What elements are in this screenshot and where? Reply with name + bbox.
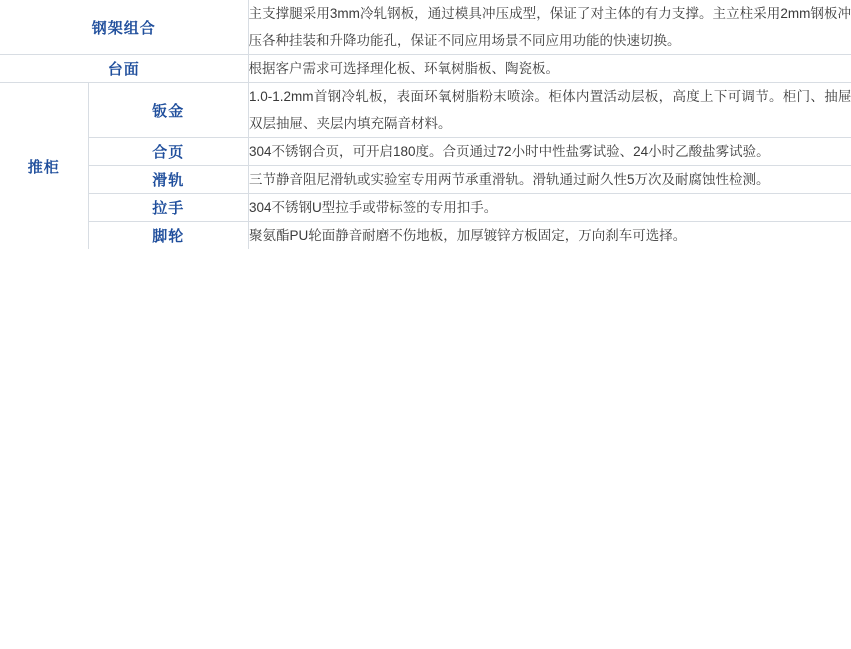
subcategory-label: 脚轮: [89, 222, 249, 250]
category-label: 钢架组合: [0, 0, 248, 55]
table-row-group: [0, 83, 851, 250]
specification-table: [0, 0, 851, 249]
category-label: 推柜: [0, 83, 88, 250]
subcategory-label: 合页: [89, 138, 249, 166]
table-row: [89, 83, 851, 138]
table-row: [0, 55, 851, 83]
table-row: [89, 222, 851, 250]
table-row: [89, 138, 851, 166]
table-row: [0, 0, 851, 55]
subcategory-label: 拉手: [89, 194, 249, 222]
subcategory-description: 304不锈钢合页，可开启180度。合页通过72小时中性盐雾试验、24小时乙酸盐雾试验。: [249, 138, 851, 166]
table-row: [89, 194, 851, 222]
subcategory-description: 1.0-1.2mm首钢冷轧板，表面环氧树脂粉末喷涂。柜体内置活动层板，高度上下可调节。柜门、抽屉双层抽屉、夹层内填充隔音材料。: [249, 83, 851, 138]
subcategory-label: 钣金: [152, 102, 185, 120]
table-row: [89, 166, 851, 194]
subcategory-description: 三节静音阻尼滑轨或实验室专用两节承重滑轨。滑轨通过耐久性5万次及耐腐蚀性检测。: [249, 166, 851, 194]
category-description: 根据客户需求可选择理化板、环氧树脂板、陶瓷板。: [248, 55, 851, 83]
category-description: 主支撑腿采用3mm冷轧钢板，通过模具冲压成型，保证了对主体的有力支撑。主立柱采用2mm钢板冲压各种挂装和升降功能孔，保证不同应用场景不同应用功能的快速切换。: [248, 0, 851, 55]
subsection-table: [89, 83, 851, 249]
subcategory-description: 304不锈钢U型拉手或带标签的专用扣手。: [249, 194, 851, 222]
subcategory-description: 聚氨酯PU轮面静音耐磨不伤地板，加厚镀锌方板固定，万向刹车可选择。: [249, 222, 851, 250]
category-label: 台面: [0, 55, 248, 83]
subcategory-label: 滑轨: [89, 166, 249, 194]
